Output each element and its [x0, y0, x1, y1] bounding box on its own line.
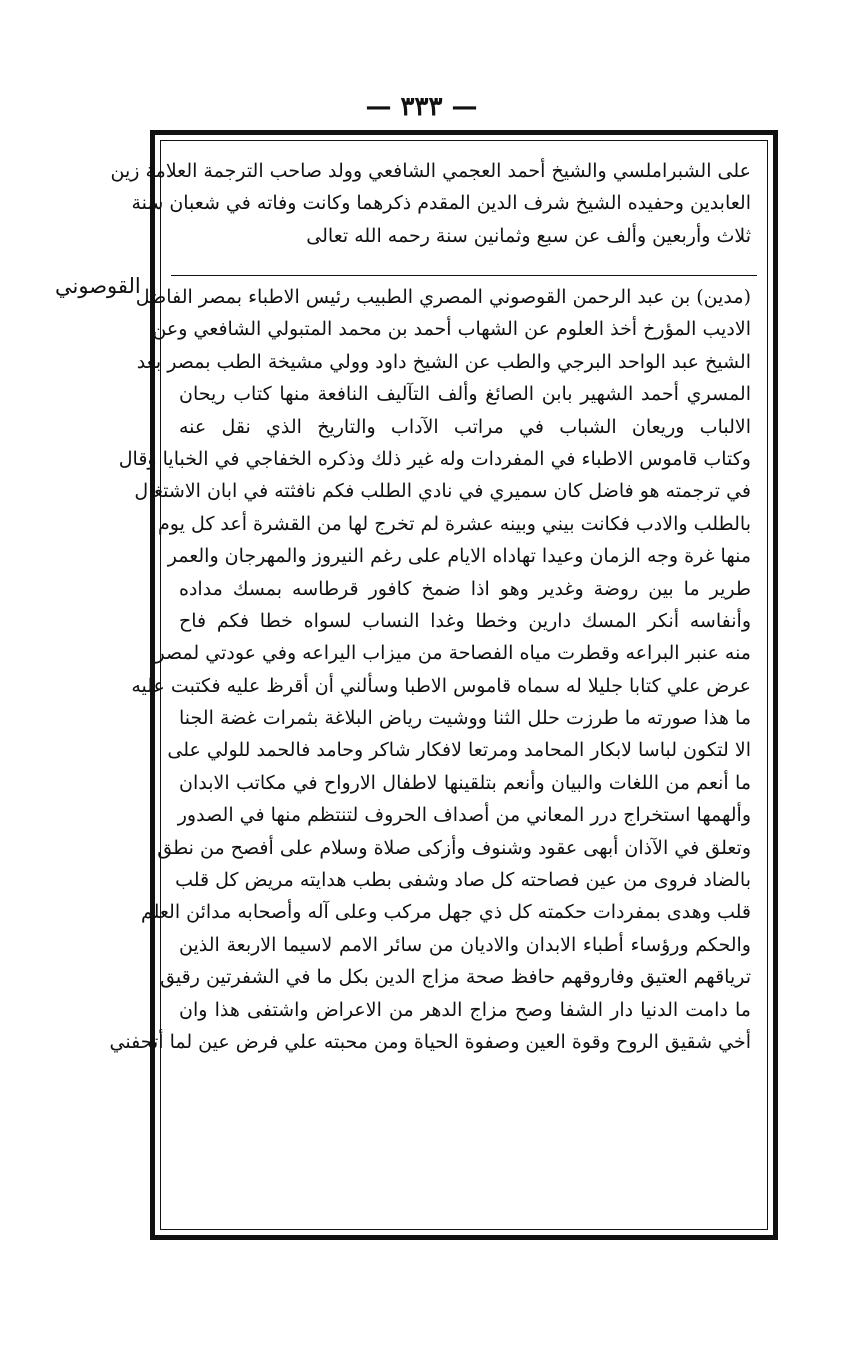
text-line: وتعلق في الآذان أبهى عقود وشنوف وأزكى صلاة وسلام على أفصح من نطق	[157, 836, 751, 859]
text-line: بالضاد فروى من عين فصاحته كل صاد وشفى بطب هدايته مريض كل قلب	[175, 869, 751, 892]
paragraph-qawsuni-entry	[109, 281, 751, 1058]
text-line: الالباب وريعان الشباب في مراتب الآداب والتاريخ الذي نقل عنه	[179, 415, 751, 438]
page-number: — ٣٣٣ —	[365, 92, 478, 122]
text-line: على الشبراملسي والشيخ أحمد العجمي الشافعي وولد صاحب الترجمة العلامة زين	[110, 160, 751, 182]
text-line: وألهمها استخراج درر المعاني من أصداف الحروف لتنتظم منها في الصدور	[177, 804, 751, 827]
text-line: طرير ما بين روضة وغدير وهو اذا ضمخ كافور قرطاسه بمسك مداده	[179, 577, 751, 600]
text-line: أخي شقيق الروح وقوة العين وصفوة الحياة ومن محبته علي فرض عين لما أتحفني	[109, 1030, 751, 1053]
text-line: منه عنبر البراعه وقطرت مياه الفصاحة من ميزاب اليراعه وفي عودتي لمصر	[155, 642, 751, 665]
text-line: ما هذا صورته ما طرزت حلل الثنا ووشيت رياض البلاغة بثمرات غضة الجنا	[179, 707, 751, 730]
text-line: الاديب المؤرخ أخذ العلوم عن الشهاب أحمد بن محمد المتبولي الشافعي وعن	[152, 318, 751, 341]
text-line: (مدين) بن عبد الرحمن القوصوني المصري الطبيب رئيس الاطباء بمصر الفاضل	[135, 286, 751, 308]
text-line: الشيخ عبد الواحد البرجي والطب عن الشيخ داود وولي مشيخة الطب بمصر بعد	[136, 350, 751, 373]
entry-separator	[171, 275, 757, 276]
text-line: ترياقهم العتيق وفاروقهم حافظ صحة مزاج الدين بكل ما في الشفرتين رقيق	[160, 966, 751, 989]
text-line: وكتاب قاموس الاطباء في المفردات وله غير ذلك وذكره الخفاجي في الخبايا وقال	[118, 447, 751, 470]
text-line: العابدين وحفيده الشيخ شرف الدين المقدم ذكرهما وكانت وفاته في شعبان سنة	[131, 192, 751, 215]
text-line: ما دامت الدنيا دار الشفا وصح مزاج الدهر من الاعراض واشتفى هذا وان	[179, 998, 751, 1021]
text-line: بالطلب والادب فكانت بيني وبينه عشرة لم تخرج لها من القشرة أعد كل يوم	[158, 512, 751, 535]
text-line: ما أنعم من اللغات والبيان وأنعم بتلقينها لاطفال الارواح في مكاتب الابدان	[179, 771, 751, 794]
text-line: وأنفاسه أنكر المسك دارين وخطا وغدا النساب لسواه خطا فكم فاح	[179, 609, 751, 632]
text-line: قلب وهدى بمفردات حكمته كل ذي جهل مركب وعلى آله وأصحابه مدائن العلم	[140, 901, 751, 924]
page-frame	[109, 130, 778, 1240]
text-line: منها غرة وجه الزمان وعيدا تهاداه الايام على رغم النيروز والمهرجان والعمر	[167, 545, 751, 568]
margin-note: القوصوني	[55, 274, 141, 298]
paragraph-previous-entry	[110, 155, 751, 252]
text-line: في ترجمته هو فاضل كان سميري في نادي الطلب فكم نافثته في ابان الاشتغال	[134, 480, 751, 503]
text-line: ثلاث وأربعين وألف عن سبع وثمانين سنة رحمه الله تعالى	[306, 224, 751, 247]
page-frame-inner	[109, 140, 768, 1230]
text-line: الا لتكون لباسا لابكار المحامد ومرتعا لافكار شاكر وحامد فالحمد للولي على	[167, 739, 751, 762]
text-line: والحكم ورؤساء أطباء الابدان والاديان من سائر الامم لاسيما الاربعة الذين	[179, 933, 751, 956]
text-line: المسري أحمد الشهير بابن الصائغ وألف التآليف النافعة منها كتاب ريحان	[179, 383, 751, 406]
text-line: عرض علي كتابا جليلا له سماه قاموس الاطبا وسألني أن أقرظ عليه فكتبت عليه	[131, 674, 751, 697]
